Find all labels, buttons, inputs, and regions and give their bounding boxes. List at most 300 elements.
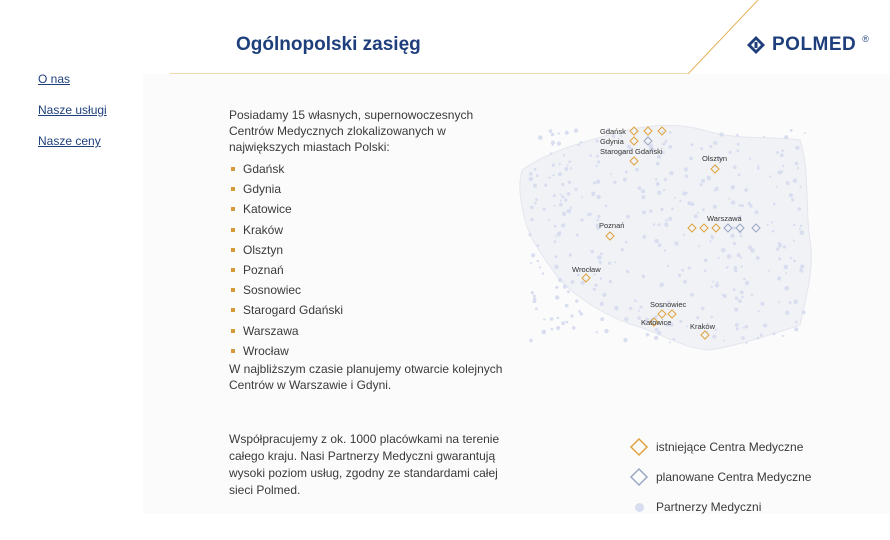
partner-dot (537, 244, 540, 247)
partner-dot (597, 255, 602, 260)
partner-dot (709, 240, 711, 242)
partner-dot (533, 184, 537, 188)
partner-dot (697, 212, 699, 214)
partner-dot (698, 245, 700, 247)
partner-dot (580, 218, 583, 221)
partner-dot (563, 285, 567, 289)
partner-dot (684, 167, 688, 171)
map-label-gdansk: Gdańsk (600, 127, 626, 136)
partner-dot (558, 132, 560, 134)
partner-dot (642, 210, 646, 214)
partner-dot (735, 297, 738, 300)
partner-dot (713, 141, 717, 145)
partner-dot (556, 326, 560, 330)
partner-dot (660, 283, 664, 287)
city-item: Gdańsk (229, 159, 519, 179)
partner-dot (718, 257, 720, 259)
partner-dot (533, 299, 537, 303)
partner-dot (558, 172, 562, 176)
partner-dot (679, 200, 681, 202)
partner-dot (564, 167, 568, 171)
partner-dot (555, 255, 558, 258)
partner-dot (726, 266, 729, 269)
partner-dot (743, 278, 746, 281)
partner-dot (772, 332, 775, 335)
partner-dot (773, 203, 776, 206)
partner-dot (555, 295, 559, 299)
partner-dot (745, 325, 748, 328)
city-item: Wrocław (229, 341, 519, 361)
partner-dot (701, 179, 705, 183)
poland-outline (520, 125, 811, 350)
centers-description (229, 107, 519, 393)
partner-dot (791, 198, 794, 201)
partner-dot (567, 209, 571, 213)
partner-dot (790, 257, 792, 259)
partner-dot (685, 192, 687, 194)
partner-dot (734, 269, 737, 272)
partner-dot (571, 280, 575, 284)
partner-dot (776, 186, 778, 188)
polmed-logo (746, 34, 869, 56)
partner-dot (664, 178, 668, 182)
partner-dot (739, 204, 742, 207)
partner-dot (784, 135, 788, 139)
partner-dot (569, 253, 572, 256)
partner-dot (721, 249, 725, 253)
partner-dot (567, 192, 571, 196)
partner-dot (733, 288, 736, 291)
partner-dot (657, 191, 661, 195)
legend-partners (628, 492, 811, 522)
partner-dot (681, 269, 684, 272)
partner-dot (591, 250, 595, 254)
partner-dot (653, 223, 656, 226)
partner-dot (596, 331, 598, 333)
partner-dot (734, 266, 737, 269)
partner-dot (609, 280, 612, 283)
partner-dot (760, 334, 763, 337)
partner-dot (533, 295, 536, 298)
partner-dot (614, 261, 616, 263)
partner-dot (793, 260, 796, 263)
partner-dot (737, 253, 741, 257)
partner-dot (642, 235, 646, 239)
partner-dot (797, 167, 799, 169)
partner-dot (793, 300, 797, 304)
partner-dot (736, 134, 739, 137)
partner-dot (800, 225, 803, 228)
partner-dot (799, 268, 803, 272)
partner-dot (662, 143, 664, 145)
partner-dot (736, 327, 739, 330)
partner-dot (543, 208, 546, 211)
partner-dot (580, 281, 584, 285)
partner-dot (658, 223, 661, 226)
partner-dot (723, 294, 727, 298)
partner-dot (749, 158, 751, 160)
partner-dot (625, 241, 628, 244)
partner-dot (799, 186, 801, 188)
partner-dot (548, 219, 550, 221)
partner-dot (794, 327, 798, 331)
partner-dot (656, 182, 660, 186)
partner-dot (591, 193, 594, 196)
partner-dot (696, 316, 699, 319)
partner-dot (744, 188, 748, 192)
partner-dot (691, 143, 694, 146)
partner-dot (716, 281, 718, 283)
partner-dot (742, 296, 744, 298)
partner-dot (729, 151, 732, 154)
partner-dot (550, 317, 554, 321)
side-nav (38, 70, 107, 148)
partner-dot (551, 133, 554, 136)
partner-dot (552, 164, 555, 167)
partner-dot (757, 310, 759, 312)
poland-map (510, 110, 820, 370)
partner-dot (731, 200, 735, 204)
partner-dot (795, 162, 798, 165)
map-legend (628, 432, 811, 522)
partner-dot (549, 129, 553, 133)
partner-dot (530, 206, 534, 210)
partner-dot (600, 302, 604, 306)
partner-dot (535, 198, 538, 201)
partner-dot (789, 193, 793, 197)
partner-dot (566, 321, 569, 324)
partner-dot (793, 178, 797, 182)
partner-dot (657, 333, 660, 336)
partner-dot (587, 213, 591, 217)
partner-dot (802, 310, 806, 314)
partner-dot (674, 241, 678, 245)
partner-dot (763, 324, 767, 328)
partner-dot (760, 302, 764, 306)
partner-dot (565, 304, 569, 308)
partner-dot (715, 329, 717, 331)
partner-dot (558, 278, 562, 282)
partner-dot (593, 182, 596, 185)
partner-dot (602, 293, 606, 297)
legend-planned (628, 462, 811, 492)
partner-dot (641, 189, 645, 193)
legend-existing (628, 432, 811, 462)
partner-dot (658, 243, 662, 247)
partner-dot (635, 168, 639, 172)
partner-dot (542, 330, 547, 335)
partner-dot (783, 245, 786, 248)
partner-dot (646, 333, 650, 337)
partner-dot (793, 224, 795, 226)
city-item: Olsztyn (229, 240, 519, 260)
partner-dot (706, 176, 711, 181)
partner-dot (668, 217, 672, 221)
logo-registered-mark: ® (862, 34, 869, 44)
partner-dot (621, 248, 624, 251)
partner-dot (669, 171, 673, 175)
partner-dot (713, 205, 717, 209)
partner-dot (673, 338, 676, 341)
partner-dot (553, 174, 555, 176)
partner-dot (551, 328, 554, 331)
city-item: Katowice (229, 199, 519, 219)
partner-dot (780, 170, 783, 173)
partner-dot (554, 205, 556, 207)
partner-dot (642, 275, 646, 279)
partner-dot (679, 320, 682, 323)
partner-dot (655, 328, 659, 332)
partner-dot (554, 240, 557, 243)
partner-dot (600, 277, 602, 279)
partner-dot (596, 180, 600, 184)
city-item: Warszawa (229, 321, 519, 341)
partner-dot (683, 234, 685, 236)
partner-dot (561, 195, 564, 198)
city-item: Starogard Gdański (229, 300, 519, 320)
partner-dot (596, 165, 598, 167)
partner-dot (565, 131, 569, 135)
partner-dot (730, 234, 734, 238)
map-label-gdynia: Gdynia (600, 137, 624, 146)
partner-dot (674, 197, 676, 199)
partner-dot (561, 183, 564, 186)
map-label-poznan: Poznań (599, 221, 625, 230)
partner-dot (740, 235, 743, 238)
partner-dot (600, 317, 604, 321)
partner-dot (559, 193, 561, 195)
partner-dot (613, 181, 616, 184)
partner-dot (557, 317, 560, 320)
partner-dot (671, 208, 674, 211)
partner-dot (576, 234, 579, 237)
partner-dot (704, 259, 708, 263)
partner-dot (664, 249, 666, 251)
partner-dot (571, 315, 574, 318)
partner-dot (580, 312, 583, 315)
partner-dot (530, 262, 532, 264)
partner-dot (590, 213, 592, 215)
partner-dot (669, 131, 672, 134)
partner-dot (804, 132, 806, 134)
partner-dot (782, 165, 784, 167)
partner-dot (711, 286, 713, 288)
partner-dot (665, 224, 668, 227)
partner-dot (563, 154, 565, 156)
partner-dot (740, 290, 744, 294)
partner-dot (581, 196, 583, 198)
partner-dot (589, 154, 592, 157)
partner-dot (528, 233, 531, 236)
nav-link-nasze-uslugi[interactable]: Nasze usługi (38, 103, 107, 117)
partner-dot (678, 274, 681, 277)
city-item: Poznań (229, 260, 519, 280)
planned-text: W najbliższym czasie planujemy otwarcie kolejnych Centrów w Warszawie i Gdyni. (229, 361, 503, 392)
partner-dot (795, 321, 798, 324)
partner-dot (778, 301, 780, 303)
partner-dot (757, 337, 760, 340)
partner-dot (694, 214, 698, 218)
partner-dot (689, 157, 693, 161)
partner-dot (665, 219, 668, 222)
partner-dot (797, 207, 801, 211)
partner-dot (641, 195, 645, 199)
partner-dot (597, 195, 601, 199)
partner-dot (700, 147, 703, 150)
page-title: Ogólnopolski zasięg (236, 34, 421, 55)
partner-dot (733, 165, 737, 169)
partner-dot (688, 266, 691, 269)
partner-dot (562, 212, 566, 216)
partner-dot (543, 318, 545, 320)
partner-dot (529, 339, 533, 343)
partner-dot (623, 178, 627, 182)
partner-dot (624, 317, 628, 321)
partner-dot (751, 294, 754, 297)
city-item: Gdynia (229, 179, 519, 199)
partner-dot (800, 265, 804, 269)
partner-dot (534, 168, 537, 171)
partner-dot (623, 338, 627, 342)
partner-dot (728, 198, 730, 200)
partner-dot (795, 146, 799, 150)
partner-dot (530, 218, 533, 221)
partner-dot (690, 293, 694, 297)
partner-dot (551, 141, 555, 145)
partner-dot (776, 247, 779, 250)
existing-center-icon (628, 437, 650, 457)
partner-dot (534, 202, 536, 204)
partner-dot (745, 342, 747, 344)
partner-dot (793, 240, 795, 242)
partner-dot (784, 286, 789, 291)
partner-dot (711, 236, 714, 239)
partner-dot (608, 262, 611, 265)
partner-dot (667, 265, 669, 267)
partner-dot (594, 284, 598, 288)
partner-dot (669, 341, 671, 343)
intro-text: Posiadamy 15 własnych, supernowoczesnych Centrów Medycznych zlokalizowanych w największych miastach Polski: (229, 108, 474, 154)
partner-dot (701, 307, 705, 311)
partner-dot (715, 283, 719, 287)
partner-dot (743, 327, 745, 329)
polmed-logo-text: POLMED (772, 34, 857, 55)
nav-link-o-nas[interactable]: O nas (38, 72, 71, 86)
partner-dot (531, 291, 534, 294)
partner-dot (772, 230, 775, 233)
partner-dot (756, 256, 760, 260)
partner-dot (604, 329, 608, 333)
partner-dot (738, 174, 741, 177)
partner-dot (778, 257, 781, 260)
partner-dot (784, 265, 789, 270)
partner-dot (777, 276, 781, 280)
partner-dot (568, 181, 571, 184)
partner-dot (654, 336, 658, 340)
partner-dot (790, 129, 793, 132)
city-list (229, 159, 519, 361)
partner-dot (768, 270, 770, 272)
partner-dot (786, 181, 790, 185)
partner-dot (554, 265, 559, 270)
partner-dot (741, 204, 744, 207)
partner-dot (634, 299, 637, 302)
map-label-sosnowiec: Sosnowiec (650, 300, 687, 309)
partner-dot (655, 178, 658, 181)
partner-dot (640, 306, 643, 309)
nav-link-nasze-ceny[interactable]: Nasze ceny (38, 134, 101, 148)
partner-dot (800, 230, 805, 235)
partner-dot (626, 270, 629, 273)
partner-dot (702, 208, 705, 211)
partner-dot (719, 132, 723, 136)
partner-dot (559, 203, 563, 207)
partner-dot (561, 321, 565, 325)
partner-dot (539, 266, 541, 268)
partner-dot (626, 215, 630, 219)
partner-dot (727, 254, 732, 259)
partner-dot (654, 239, 658, 243)
partner-dot (542, 272, 545, 275)
partner-dot (663, 189, 665, 191)
partner-dot (734, 308, 738, 312)
partner-dot (781, 150, 784, 153)
partner-dot (555, 235, 557, 237)
map-label-krakow: Kraków (690, 322, 716, 331)
partner-dot (712, 281, 714, 283)
partners-text: Współpracujemy z ok. 1000 placówkami na terenie całego kraju. Nasi Partnerzy Medyczni gwarantują wysoki poziom usług, zgodny ze standardami całej sieci Polmed. (229, 432, 500, 497)
legend-partners-label: Partnerzy Medyczni (656, 500, 762, 514)
partner-dot (577, 144, 579, 146)
partner-dot (553, 194, 556, 197)
partner-dot (740, 256, 742, 258)
partner-dot (769, 175, 771, 177)
partner-dot (538, 135, 543, 140)
partner-dot (605, 204, 608, 207)
partner-dot (557, 142, 561, 146)
partner-dot (686, 325, 688, 327)
map-label-olsztyn: Olsztyn (702, 154, 728, 163)
partner-dot (799, 228, 801, 230)
partner-dot (567, 290, 570, 293)
partner-dot (732, 226, 735, 229)
partner-dot (614, 306, 619, 311)
partner-dot (735, 323, 739, 327)
partner-dot (535, 307, 538, 310)
map-label-starogard: Starogard Gdański (600, 147, 663, 156)
partner-dot (776, 151, 779, 154)
partner-dot (660, 208, 663, 211)
partner-dot (767, 224, 769, 226)
polmed-logo-icon (746, 35, 766, 55)
partner-dot (712, 335, 716, 339)
partner-dot (683, 280, 687, 284)
partner-dot (575, 299, 578, 302)
partner-dot (749, 204, 753, 208)
partner-dot (763, 136, 765, 138)
partner-dot (574, 188, 577, 191)
partner-dot (785, 311, 789, 315)
partner-dot (757, 167, 760, 170)
map-label-wroclaw: Wrocław (572, 265, 601, 274)
partner-dot (580, 141, 583, 144)
partner-dot (785, 272, 787, 274)
partner-dot (529, 172, 533, 176)
planned-center-icon (628, 467, 650, 487)
partner-dot (710, 316, 713, 319)
map-label-katowice: Katowice (641, 318, 672, 327)
partner-dot (709, 145, 712, 148)
